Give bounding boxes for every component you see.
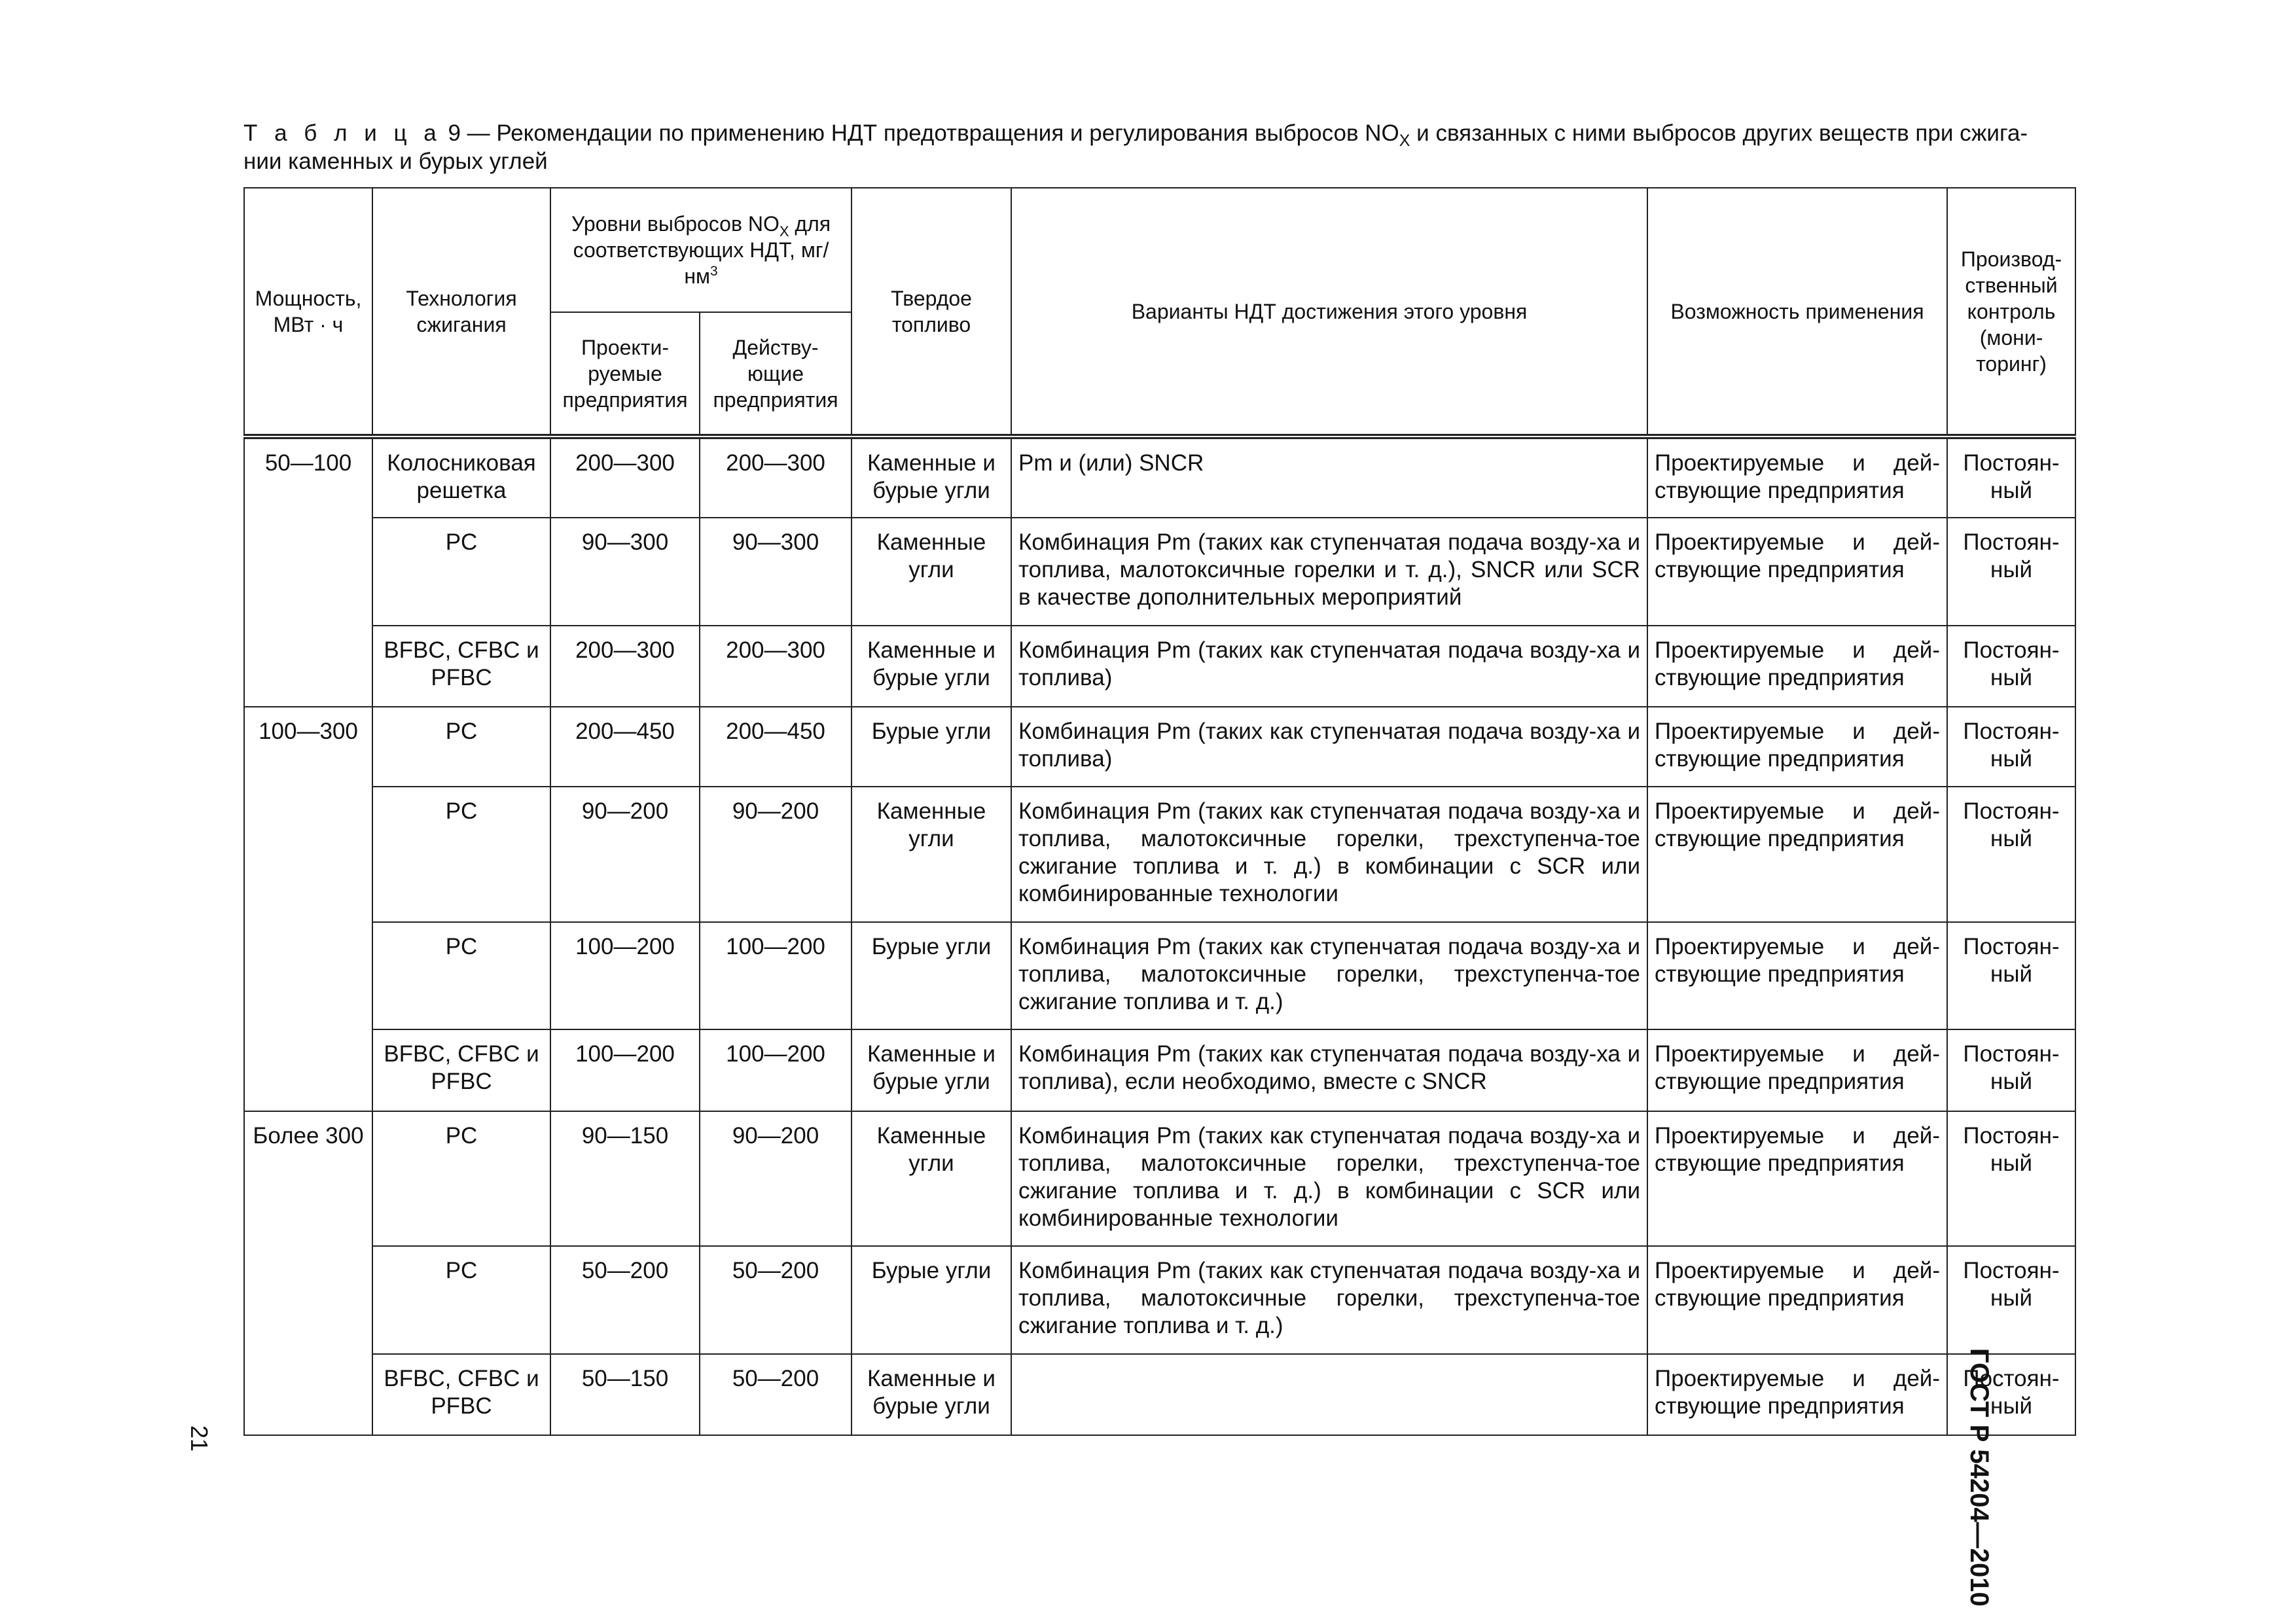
- cell-monitoring: Постоян-ный: [1947, 1029, 2075, 1111]
- cell-designed: 200—300: [550, 437, 700, 518]
- cell-technology: PC: [372, 787, 550, 922]
- table-row: [244, 787, 2075, 922]
- cell-technology: PC: [372, 518, 550, 625]
- caption-line-2: нии каменных и бурых углей: [243, 149, 548, 174]
- cell-existing: 90—200: [700, 787, 852, 922]
- header-applicability: Возможность применения: [1647, 188, 1947, 437]
- cell-technology: PC: [372, 922, 550, 1029]
- cell-variants: Комбинация Pm (таких как ступенчатая подача возду-ха и топлива, малотоксичные горелки, трехступенча-тое сжигание топлива и т. д.): [1011, 922, 1647, 1029]
- cell-existing: 200—300: [700, 437, 852, 518]
- cell-variants: Комбинация Pm (таких как ступенчатая подача возду-ха и топлива, малотоксичные горелки, трехступенча-тое сжигание топлива и т. д.): [1011, 1246, 1647, 1353]
- cell-designed: 90—300: [550, 518, 700, 625]
- table-row: [244, 437, 2075, 518]
- cell-variants: Комбинация Pm (таких как ступенчатая подача возду-ха и топлива): [1011, 626, 1647, 707]
- cell-designed: 100—200: [550, 1029, 700, 1111]
- cell-variants: Комбинация Pm (таких как ступенчатая подача возду-ха и топлива), если необходимо, вместе с SNCR: [1011, 1029, 1647, 1111]
- cell-monitoring: Постоян-ный: [1947, 626, 2075, 707]
- cell-designed: 200—300: [550, 626, 700, 707]
- cell-fuel: Каменные угли: [852, 1111, 1011, 1247]
- header-levels-a: Уровни выбросов NO: [571, 212, 780, 236]
- table-row: [244, 707, 2075, 787]
- cell-fuel: Каменные угли: [852, 787, 1011, 922]
- cell-power: 50—100: [244, 437, 372, 707]
- cell-designed: 200—450: [550, 707, 700, 787]
- cell-existing: 90—300: [700, 518, 852, 625]
- cell-designed: 90—150: [550, 1111, 700, 1247]
- header-levels: [550, 188, 852, 312]
- caption-number: 9: [448, 120, 461, 146]
- cell-power: Более 300: [244, 1111, 372, 1435]
- cell-existing: 200—300: [700, 626, 852, 707]
- cell-applicability: Проектируемые и дей-ствующие предприятия: [1647, 518, 1947, 625]
- cell-monitoring: Постоян-ный: [1947, 1111, 2075, 1247]
- cell-fuel: Каменные угли: [852, 518, 1011, 625]
- cell-existing: 100—200: [700, 922, 852, 1029]
- cell-monitoring: Постоян-ный: [1947, 787, 2075, 922]
- cell-monitoring: Постоян-ный: [1947, 707, 2075, 787]
- cell-applicability: Проектируемые и дей-ствующие предприятия: [1647, 437, 1947, 518]
- table-row: [244, 518, 2075, 625]
- cell-applicability: Проектируемые и дей-ствующие предприятия: [1647, 1354, 1947, 1435]
- cell-fuel: Бурые угли: [852, 1246, 1011, 1353]
- cell-variants: Комбинация Pm (таких как ступенчатая подача возду-ха и топлива, малотоксичные горелки и т. д.), SNCR или SCR в качестве дополнительных мероприятий: [1011, 518, 1647, 625]
- cell-applicability: Проектируемые и дей-ствующие предприятия: [1647, 1111, 1947, 1247]
- table-row: [244, 1354, 2075, 1435]
- caption-text-a: — Рекомендации по применению НДТ предотвращения и регулирования выбросов NO: [460, 120, 1399, 146]
- header-technology: Технология сжигания: [372, 188, 550, 437]
- cell-variants: Комбинация Pm (таких как ступенчатая подача возду-ха и топлива): [1011, 707, 1647, 787]
- cell-existing: 50—200: [700, 1354, 852, 1435]
- cell-monitoring: Постоян-ный: [1947, 1354, 2075, 1435]
- header-power: Мощность, МВт · ч: [244, 188, 372, 437]
- standard-designation: ГОСТ Р 54204—2010: [1965, 1348, 1994, 1607]
- cell-power: 100—300: [244, 707, 372, 1111]
- cell-technology: Колосниковая решетка: [372, 437, 550, 518]
- cell-fuel: Каменные и бурые угли: [852, 1029, 1011, 1111]
- table-row: [244, 1111, 2075, 1247]
- nox-bat-table: [243, 187, 2076, 1436]
- cell-technology: BFBC, CFBC и PFBC: [372, 626, 550, 707]
- cell-existing: 90—200: [700, 1111, 852, 1247]
- cell-designed: 50—150: [550, 1354, 700, 1435]
- caption-text-b: и связанных с ними выбросов других веществ при сжига-: [1410, 120, 2028, 146]
- cell-existing: 200—450: [700, 707, 852, 787]
- table-row: [244, 626, 2075, 707]
- header-existing: Действу-ющие предприятия: [700, 312, 852, 437]
- cell-fuel: Каменные и бурые угли: [852, 626, 1011, 707]
- header-designed: Проекти-руемые предприятия: [550, 312, 700, 437]
- cell-applicability: Проектируемые и дей-ствующие предприятия: [1647, 707, 1947, 787]
- table-row: [244, 922, 2075, 1029]
- caption-prefix: Т а б л и ц а: [243, 120, 442, 146]
- cell-monitoring: Постоян-ный: [1947, 1246, 2075, 1353]
- cell-variants: Pm и (или) SNCR: [1011, 437, 1647, 518]
- header-fuel: Твердое топливо: [852, 188, 1011, 437]
- cell-variants: Комбинация Pm (таких как ступенчатая подача возду-ха и топлива, малотоксичные горелки, трехступенча-тое сжигание топлива и т. д.) в комбинации с SCR или комбинированные технологии: [1011, 1111, 1647, 1247]
- cell-technology: PC: [372, 1246, 550, 1353]
- cell-applicability: Проектируемые и дей-ствующие предприятия: [1647, 1246, 1947, 1353]
- header-monitoring: Производ-ственный контроль (мони-торинг): [1947, 188, 2075, 437]
- table-row: [244, 1246, 2075, 1353]
- cell-variants: [1011, 1354, 1647, 1435]
- header-levels-sub: X: [779, 223, 789, 240]
- cell-applicability: Проектируемые и дей-ствующие предприятия: [1647, 1029, 1947, 1111]
- header-levels-sup: 3: [710, 264, 718, 279]
- header-levels-b: для соответствующих НДТ, мг/нм: [573, 212, 831, 288]
- cell-applicability: Проектируемые и дей-ствующие предприятия: [1647, 787, 1947, 922]
- caption-line-1: [243, 119, 2076, 150]
- cell-technology: BFBC, CFBC и PFBC: [372, 1354, 550, 1435]
- cell-fuel: Каменные и бурые угли: [852, 437, 1011, 518]
- cell-fuel: Бурые угли: [852, 922, 1011, 1029]
- cell-variants: Комбинация Pm (таких как ступенчатая подача возду-ха и топлива, малотоксичные горелки, трехступенча-тое сжигание топлива и т. д.) в комбинации с SCR или комбинированные технологии: [1011, 787, 1647, 922]
- header-variants: Варианты НДТ достижения этого уровня: [1011, 188, 1647, 437]
- cell-monitoring: Постоян-ный: [1947, 922, 2075, 1029]
- page-number: 21: [186, 1425, 213, 1452]
- cell-designed: 50—200: [550, 1246, 700, 1353]
- cell-monitoring: Постоян-ный: [1947, 437, 2075, 518]
- table-caption: [243, 119, 2076, 175]
- cell-designed: 100—200: [550, 922, 700, 1029]
- cell-applicability: Проектируемые и дей-ствующие предприятия: [1647, 922, 1947, 1029]
- caption-subscript: X: [1399, 132, 1410, 150]
- cell-existing: 50—200: [700, 1246, 852, 1353]
- cell-technology: PC: [372, 707, 550, 787]
- cell-fuel: Бурые угли: [852, 707, 1011, 787]
- table-row: [244, 1029, 2075, 1111]
- cell-designed: 90—200: [550, 787, 700, 922]
- cell-fuel: Каменные и бурые угли: [852, 1354, 1011, 1435]
- cell-monitoring: Постоян-ный: [1947, 518, 2075, 625]
- cell-technology: PC: [372, 1111, 550, 1247]
- cell-existing: 100—200: [700, 1029, 852, 1111]
- cell-technology: BFBC, CFBC и PFBC: [372, 1029, 550, 1111]
- cell-applicability: Проектируемые и дей-ствующие предприятия: [1647, 626, 1947, 707]
